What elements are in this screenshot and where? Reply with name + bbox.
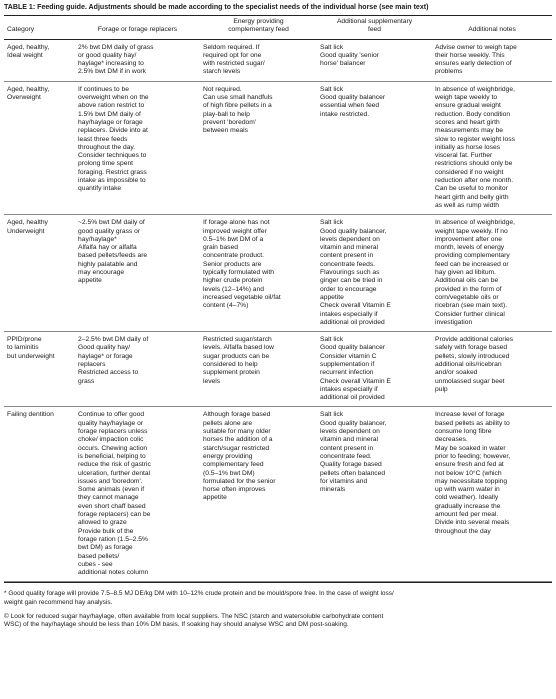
- text-line: Ideal weight: [7, 51, 43, 59]
- text-line: suitable for many older: [203, 428, 271, 436]
- text-line: considered if no weight: [435, 168, 504, 176]
- text-line: prior to feeding; however,: [435, 452, 511, 460]
- text-line: sugar products can be: [203, 352, 270, 360]
- text-line: safely with forage based: [435, 344, 508, 352]
- text-line: Consider techniques to: [78, 152, 147, 160]
- text-line: intakes especially if: [320, 385, 378, 393]
- cell-energy: [200, 215, 317, 332]
- text-line: higher crude protein: [203, 277, 263, 285]
- text-line: additional oil provided: [320, 394, 385, 402]
- text-line: (0.5–1% bwt DM): [203, 469, 255, 477]
- text-line: appetite: [203, 494, 227, 502]
- text-line: feed can be increased or: [435, 260, 509, 268]
- text-line: improved weight offer: [203, 227, 267, 235]
- text-line: pellets alone are: [203, 419, 253, 427]
- text-line: ensures early detection of: [435, 60, 512, 68]
- text-line: occurs. Chewing action: [78, 444, 148, 452]
- text-line: prolong time spent: [78, 160, 134, 168]
- text-line: ~2.5% bwt DM daily of: [78, 219, 145, 227]
- footnote: [4, 613, 552, 630]
- text-line: intakes especially if: [320, 310, 378, 318]
- text-line: pellets, slowly introduced: [435, 352, 510, 360]
- text-line: Can use small handfuls: [203, 94, 273, 102]
- header-supplementary: [317, 16, 432, 40]
- text-line: starch/sugar restricted: [203, 444, 270, 452]
- text-line: Consider further clinical: [435, 310, 505, 318]
- text-line: ensure gradual weight: [435, 102, 501, 110]
- cell-energy: [200, 332, 317, 407]
- text-line: month, levels of energy: [435, 244, 505, 252]
- text-line: appetite: [320, 293, 344, 301]
- text-line: providing complementary: [435, 252, 510, 260]
- text-line: Salt lick: [320, 411, 344, 419]
- cell-energy: [200, 81, 317, 214]
- text-line: ricebran (see main text).: [435, 302, 508, 310]
- text-line: forage ration (1.5–2.5%: [78, 535, 148, 543]
- text-line: Consider vitamin C: [320, 352, 377, 360]
- text-line: Salt lick: [320, 219, 344, 227]
- text-line: allowed to graze: [78, 519, 127, 527]
- text-line: is beneficial, helping to: [78, 452, 146, 460]
- text-line: not below 10°C (which: [435, 469, 502, 477]
- text-line: replacers: [78, 360, 106, 368]
- text-line: Underweight: [7, 227, 45, 235]
- text-line: If continues to be: [78, 85, 129, 93]
- text-line: levels (12–14%) and: [203, 285, 264, 293]
- text-line: grass: [78, 377, 95, 385]
- cell-energy: [200, 39, 317, 81]
- text-line: heart girth and belly girth: [435, 193, 509, 201]
- text-line: Restricted access to: [78, 369, 139, 377]
- text-line: or good quality hay/: [78, 51, 137, 59]
- footnote: [4, 590, 552, 607]
- text-line: hay given ad libitum.: [435, 269, 496, 277]
- text-line: grain based: [203, 244, 238, 252]
- text-line: 2% bwt DM daily of grass: [78, 43, 154, 51]
- text-line: weight tape weekly. If no: [435, 227, 508, 235]
- text-line: intake as impossible to: [78, 177, 146, 185]
- text-line: Good quality balancer: [320, 94, 386, 102]
- text-line: Increase level of forage: [435, 411, 505, 419]
- text-line: problems: [435, 68, 463, 76]
- cell-forage: [75, 39, 200, 81]
- cell-forage: [75, 332, 200, 407]
- text-line: Aged, healthy,: [7, 43, 50, 51]
- text-line: amount fed per meal.: [435, 511, 499, 519]
- text-line: Can be useful to monitor: [435, 185, 508, 193]
- text-line: essential when feed: [320, 102, 380, 110]
- table-row: [4, 39, 552, 81]
- text-line: Alfalfa hay or alfalfa: [78, 244, 137, 252]
- table-header: [4, 16, 552, 40]
- text-line: quantify intake: [78, 185, 122, 193]
- cell-forage: [75, 215, 200, 332]
- text-line: Good quality balancer: [320, 344, 386, 352]
- text-line: Not required.: [203, 85, 242, 93]
- cell-category: [4, 81, 75, 214]
- text-line: concentrate product.: [203, 252, 264, 260]
- text-line: vitamin and mineral: [320, 436, 378, 444]
- cell-forage: [75, 407, 200, 582]
- text-line: hay/haylage or forage: [78, 118, 143, 126]
- text-line: Although forage based: [203, 411, 271, 419]
- text-line: Forage or forage replacers: [97, 26, 178, 34]
- text-line: cubes - see: [78, 560, 113, 568]
- text-line: horses the addition of a: [203, 436, 273, 444]
- cell-category: [4, 215, 75, 332]
- text-line: Energy providing: [233, 18, 284, 25]
- text-line: they cannot manage: [78, 494, 139, 502]
- text-line: Good quality balancer,: [320, 419, 387, 427]
- text-line: Additional notes: [468, 26, 516, 34]
- text-line: typically formulated with: [203, 269, 274, 277]
- text-line: choke/ impaction colic: [78, 436, 144, 444]
- text-line: formulated for the senior: [203, 477, 276, 485]
- text-line: Advise owner to weigh tape: [435, 43, 517, 51]
- text-line: highly palatable and: [78, 260, 138, 268]
- cell-category: [4, 407, 75, 582]
- text-line: measurements may be: [435, 127, 504, 135]
- text-line: restrictions should only be: [435, 160, 513, 168]
- feeding-guide-table: [4, 15, 552, 582]
- cell-notes: [432, 215, 552, 332]
- text-line: Salt lick: [320, 85, 344, 93]
- text-line: Quality forage based: [320, 461, 382, 469]
- header-row: [4, 16, 552, 40]
- text-line: content (4–7%): [203, 302, 249, 310]
- text-line: visceral fat. Further: [435, 152, 493, 160]
- text-line: throughout the day.: [78, 143, 136, 151]
- text-line: up with warm water in: [435, 486, 500, 494]
- table-body: [4, 39, 552, 582]
- text-line: 2–2.5% bwt DM daily of: [78, 336, 149, 344]
- text-line: levels: [203, 377, 221, 385]
- text-line: scores and heart girth: [435, 118, 500, 126]
- text-line: Good quality 'senior: [320, 51, 379, 59]
- text-line: Overweight: [7, 94, 41, 102]
- text-line: Salt lick: [320, 336, 344, 344]
- text-line: may necessitate topping: [435, 477, 508, 485]
- text-line: Additional oils can be: [435, 277, 499, 285]
- text-line: Provide bulk of the: [78, 527, 134, 535]
- footnotes: [4, 582, 552, 629]
- text-line: 1.5% bwt DM daily of: [78, 110, 141, 118]
- cell-notes: [432, 81, 552, 214]
- text-line: Check overall Vitamin E: [320, 377, 391, 385]
- text-line: horse often improves: [203, 486, 266, 494]
- text-line: considered to help: [203, 360, 258, 368]
- text-line: feed: [367, 26, 382, 34]
- text-line: with restricted sugar/: [203, 60, 265, 68]
- text-line: supplement protein: [203, 369, 260, 377]
- text-line: Senior products are: [203, 260, 262, 268]
- text-line: May be soaked in water: [435, 444, 506, 452]
- text-line: required opt for one: [203, 51, 262, 59]
- table-row: [4, 81, 552, 214]
- text-line: vitamin and mineral: [320, 244, 378, 252]
- text-line: provided in the form of: [435, 285, 502, 293]
- text-line: © Look for reduced sugar hay/haylage, often available from local suppliers. The NSC (starch and watersoluble carbohydrate content: [4, 613, 384, 620]
- cell-notes: [432, 39, 552, 81]
- cell-supplementary: [317, 407, 432, 582]
- text-line: between meals: [203, 127, 248, 135]
- text-line: order to encourage: [320, 285, 377, 293]
- text-line: Divide into several meals: [435, 519, 510, 527]
- cell-forage: [75, 81, 200, 214]
- cell-supplementary: [317, 39, 432, 81]
- text-line: cold weather). Ideally: [435, 494, 499, 502]
- text-line: weight gain recommend hay analysis.: [4, 598, 113, 606]
- text-line: their horse weekly. This: [435, 51, 505, 59]
- cell-notes: [432, 407, 552, 582]
- text-line: WSC) of the hay/haylage should be less than 10% DM basis. If soaking hay should analyse WSC and DM post-soaking.: [4, 621, 349, 629]
- text-line: intake restricted.: [320, 110, 370, 118]
- text-line: supplementation if: [320, 360, 375, 368]
- cell-category: [4, 39, 75, 81]
- text-line: Restricted sugar/starch: [203, 336, 272, 344]
- cell-supplementary: [317, 215, 432, 332]
- text-line: corn/vegetable oils or: [435, 293, 499, 301]
- text-line: may encourage: [78, 269, 125, 277]
- text-line: levels dependent on: [320, 235, 380, 243]
- text-line: slow to register weight loss: [435, 135, 515, 143]
- text-line: ensure fresh and fed at: [435, 461, 504, 469]
- text-line: forage replacers unless: [78, 428, 148, 436]
- table-row: [4, 332, 552, 407]
- text-line: increased vegetable oil/fat: [203, 293, 281, 301]
- text-line: Good quality balancer,: [320, 227, 387, 235]
- text-line: reduction. Body condition: [435, 110, 511, 118]
- text-line: Category: [7, 26, 35, 34]
- text-line: throughout the day: [435, 527, 491, 535]
- text-line: based pellets as ability to: [435, 419, 510, 427]
- text-line: issues and 'boredom'.: [78, 477, 143, 485]
- text-line: Seldom required. If: [203, 43, 260, 51]
- text-line: levels. Alfalfa based low: [203, 344, 275, 352]
- text-line: bwt DM) as forage: [78, 544, 133, 552]
- text-line: complementary feed: [203, 461, 264, 469]
- text-line: initially as horse loses: [435, 143, 501, 151]
- text-line: recurrent infection: [320, 369, 374, 377]
- text-line: pellets often balanced: [320, 469, 386, 477]
- text-line: hay/haylage*: [78, 235, 117, 243]
- text-line: based pellets/feeds are: [78, 252, 148, 260]
- text-line: foraging. Restrict grass: [78, 168, 147, 176]
- text-line: decreases.: [435, 436, 468, 444]
- text-line: PPID/prone: [7, 336, 42, 344]
- text-line: reduce the risk of gastric: [78, 461, 151, 469]
- text-line: ulceration, further dental: [78, 469, 151, 477]
- text-line: consume long fibre: [435, 428, 492, 436]
- text-line: haylage* or forage: [78, 352, 133, 360]
- text-line: replacers. Divide into at: [78, 127, 148, 135]
- text-line: appetite: [78, 277, 102, 285]
- header-notes: [432, 16, 552, 40]
- text-line: 2.5% bwt DM if in work: [78, 68, 147, 76]
- text-line: concentrate feed.: [320, 452, 372, 460]
- text-line: overweight when on the: [78, 94, 149, 102]
- text-line: Continue to offer good: [78, 411, 145, 419]
- text-line: Salt lick: [320, 43, 344, 51]
- header-energy: [200, 16, 317, 40]
- text-line: * Good quality forage will provide 7.5–8.5 MJ DE/kg DM with 10–12% crude protein and be mould/spore free. In the case of weight loss/: [4, 590, 394, 598]
- text-line: for vitamins and: [320, 477, 368, 485]
- text-line: improvement after one: [435, 235, 502, 243]
- text-line: haylage* increasing to: [78, 60, 144, 68]
- text-line: investigation: [435, 318, 473, 326]
- table-row: [4, 407, 552, 582]
- text-line: Good quality hay/: [78, 344, 131, 352]
- text-line: forage replacers) can be: [78, 511, 151, 519]
- text-line: to laminitis: [7, 344, 39, 352]
- text-line: based pellets/: [78, 552, 120, 560]
- text-line: weigh tape weekly to: [435, 94, 498, 102]
- table-title: TABLE 1: Feeding guide. Adjustments should be made according to the specialist needs of the individual horse (see main text): [4, 4, 429, 11]
- text-line: Failing dentition: [7, 411, 54, 419]
- text-line: Flavourings such as: [320, 269, 380, 277]
- text-line: additional notes column: [78, 569, 149, 577]
- text-line: In absence of weighbridge,: [435, 85, 515, 93]
- text-line: content present in: [320, 252, 374, 260]
- text-line: complementary feed: [228, 26, 289, 34]
- text-line: minerals: [320, 486, 346, 494]
- cell-notes: [432, 332, 552, 407]
- text-line: pulp: [435, 385, 448, 393]
- text-line: additional oil provided: [320, 318, 385, 326]
- header-category: [4, 16, 75, 40]
- text-line: as well as rump width: [435, 201, 499, 209]
- cell-supplementary: [317, 81, 432, 214]
- text-line: play-ball to help: [203, 110, 250, 118]
- text-line: above ration restrict to: [78, 102, 145, 110]
- header-forage: [75, 16, 200, 40]
- text-line: quality hay/haylage or: [78, 419, 144, 427]
- text-line: additional oils/ricebran: [435, 360, 502, 368]
- text-line: ginger can be tried in: [320, 277, 383, 285]
- text-line: Additional supplementary: [336, 18, 413, 25]
- text-line: gradually increase the: [435, 502, 501, 510]
- text-line: If forage alone has not: [203, 219, 270, 227]
- text-line: least three feeds: [78, 135, 128, 143]
- table-row: [4, 215, 552, 332]
- cell-energy: [200, 407, 317, 582]
- cell-category: [4, 332, 75, 407]
- text-line: 0.5–1% bwt DM of a: [203, 235, 264, 243]
- text-line: energy providing: [203, 452, 253, 460]
- text-line: but underweight: [7, 352, 55, 360]
- text-line: concentrate feeds.: [320, 260, 376, 268]
- text-line: Aged, healthy: [7, 219, 48, 227]
- text-line: content present in: [320, 444, 374, 452]
- text-line: even short chaff based: [78, 502, 146, 510]
- text-line: good quality grass or: [78, 227, 141, 235]
- cell-supplementary: [317, 332, 432, 407]
- text-line: In absence of weighbridge,: [435, 219, 515, 227]
- text-line: starch levels: [203, 68, 241, 76]
- text-line: Aged, healthy,: [7, 85, 50, 93]
- text-line: unmolassed sugar beet: [435, 377, 505, 385]
- text-line: prevent 'boredom': [203, 118, 257, 126]
- text-line: and/or soaked: [435, 369, 478, 377]
- text-line: horse' balancer: [320, 60, 366, 68]
- text-line: Some animals (even if: [78, 486, 145, 494]
- text-line: levels dependent on: [320, 428, 380, 436]
- text-line: of high fibre pellets in a: [203, 102, 272, 110]
- text-line: Check overall Vitamin E: [320, 302, 391, 310]
- text-line: Provide additional calories: [435, 336, 514, 344]
- text-line: reduction after one month.: [435, 177, 514, 185]
